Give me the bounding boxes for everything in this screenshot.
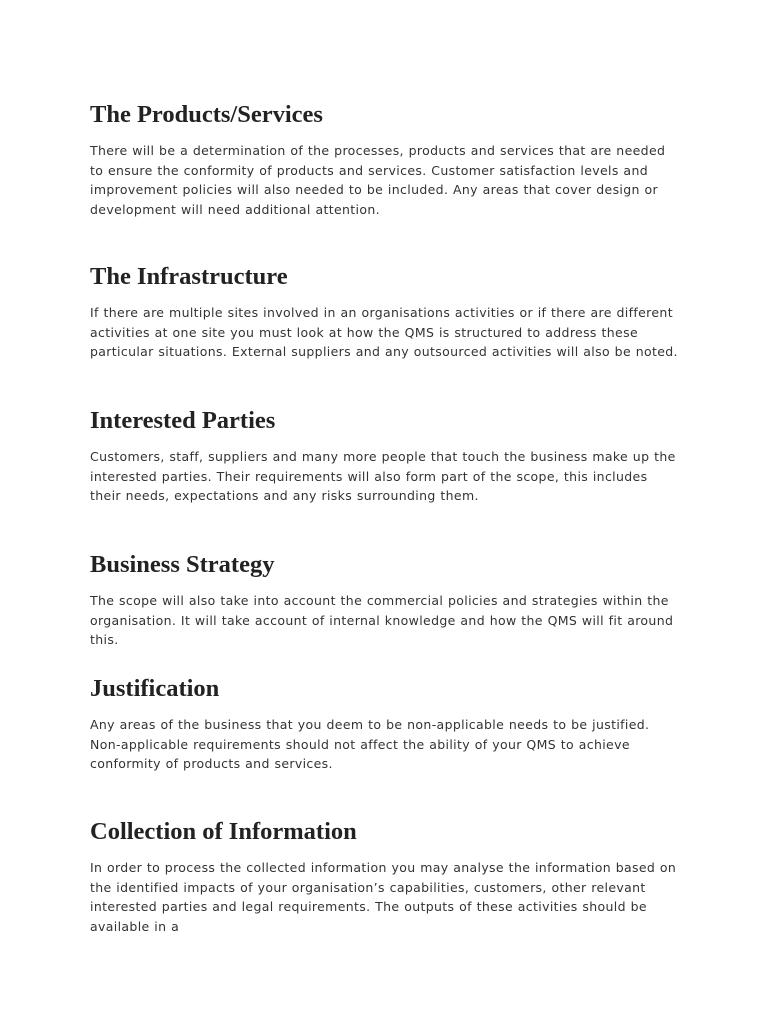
section-heading: The Infrastructure xyxy=(90,263,288,290)
section-business-strategy xyxy=(90,550,680,650)
section-interested-parties xyxy=(90,406,680,506)
section-heading: Business Strategy xyxy=(90,551,275,578)
section-body: There will be a determination of the processes, products and services that are needed to ensure the conformity of products and services. Customer satisfaction levels and improvement policies will also needed to be included. Any areas that cover design or development will need additional attention. xyxy=(90,143,666,217)
section-body: Customers, staff, suppliers and many more people that touch the business make up the interested parties. Their requirements will also form part of the scope, this includes their needs, expectations and any risks surrounding them. xyxy=(90,449,676,503)
section-heading: Collection of Information xyxy=(90,818,357,845)
section-products-services xyxy=(90,100,680,219)
section-body: The scope will also take into account the commercial policies and strategies within the organisation. It will take account of internal knowledge and how the QMS will fit around this. xyxy=(90,593,674,647)
section-body: In order to process the collected information you may analyse the information based on the identified impacts of your organisation’s capabilities, customers, other relevant interested parties and legal requirements. The outputs of these activities should be available in a xyxy=(90,860,677,934)
section-justification xyxy=(90,674,680,774)
section-collection-of-information xyxy=(90,817,680,936)
section-heading: The Products/Services xyxy=(90,101,323,128)
section-body: Any areas of the business that you deem to be non-applicable needs to be justified. Non-applicable requirements should not affect the ability of your QMS to achieve conformity of products and services. xyxy=(90,717,650,771)
section-infrastructure xyxy=(90,262,680,362)
section-heading: Justification xyxy=(90,675,220,702)
section-heading: Interested Parties xyxy=(90,407,276,434)
section-body: If there are multiple sites involved in an organisations activities or if there are different activities at one site you must look at how the QMS is structured to address these particular situations. External suppliers and any outsourced activities will also be noted. xyxy=(90,305,678,359)
